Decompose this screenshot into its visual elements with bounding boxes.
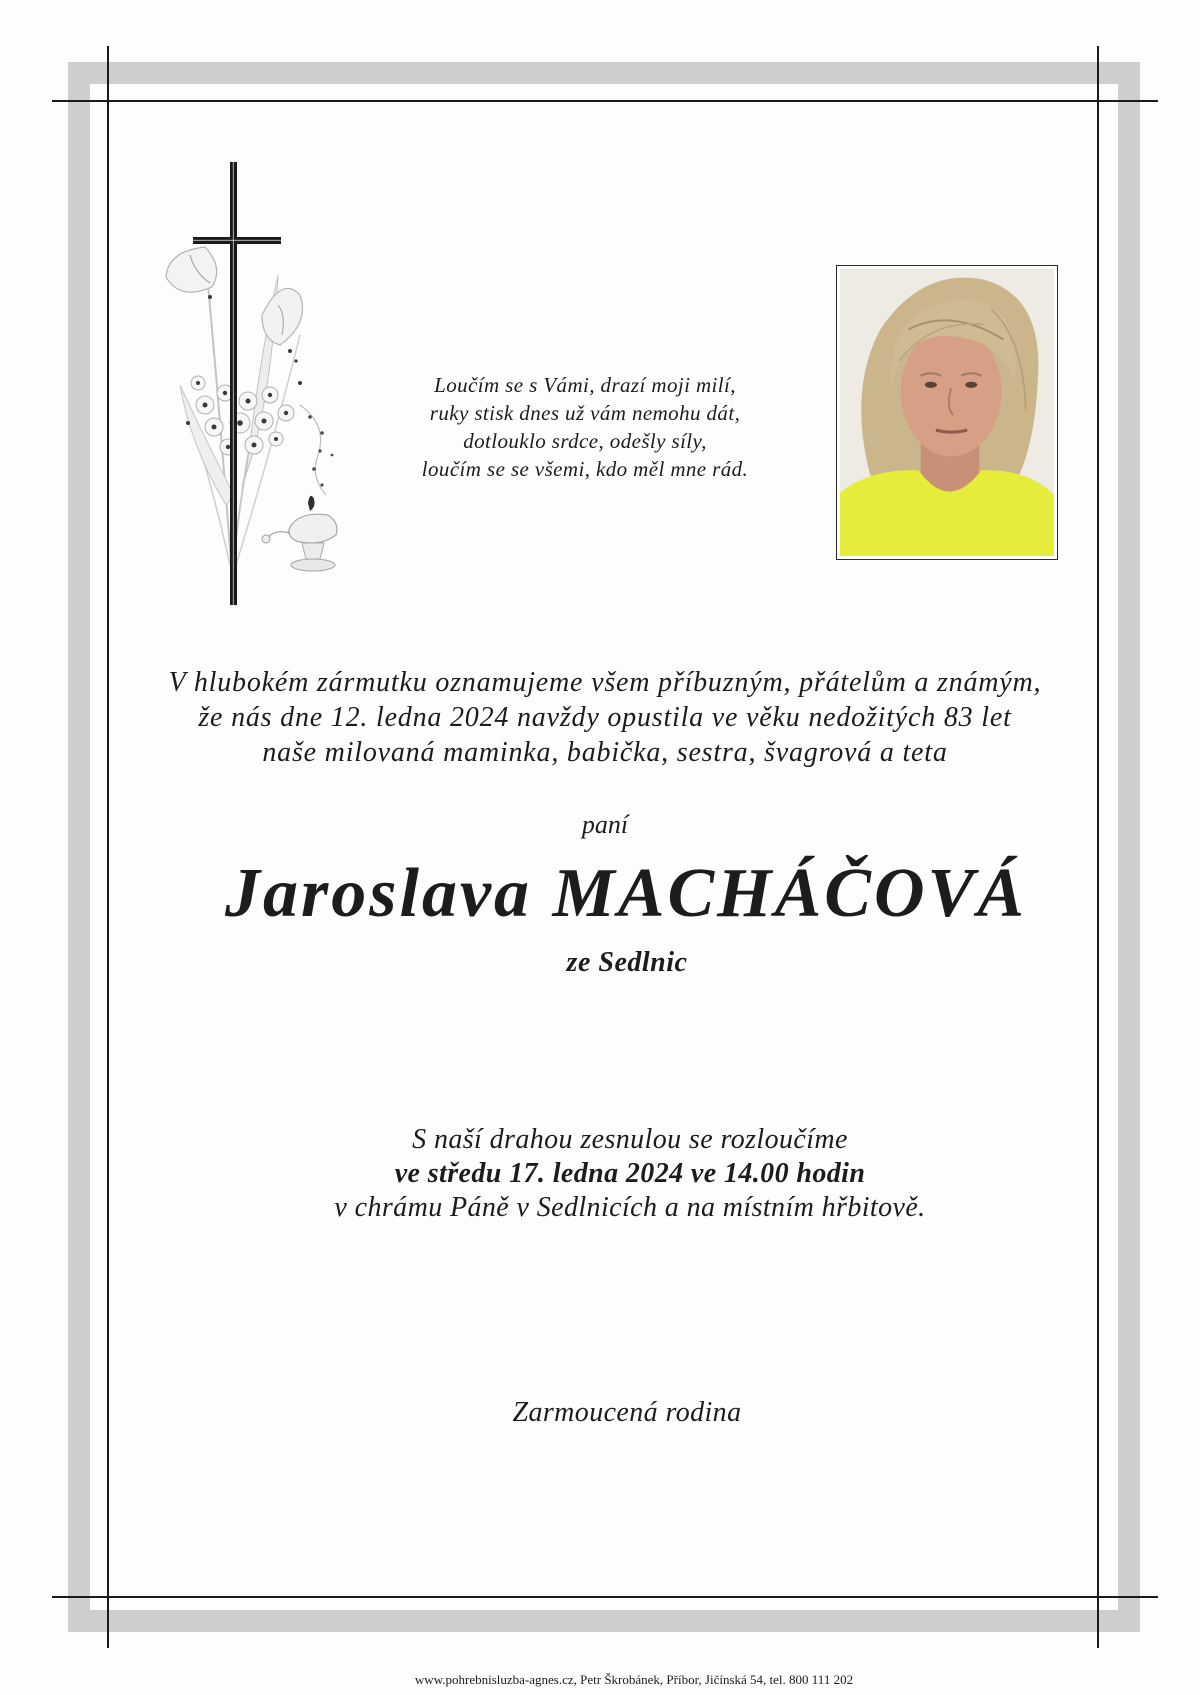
announcement-line: V hlubokém zármutku oznamujeme všem příbuzným, přátelům a známým, [168,667,1042,698]
farewell-place: v chrámu Páně v Sedlnicích a na místním hřbitově. [334,1192,926,1223]
farewell-intro: S naší drahou zesnulou se rozloučíme [412,1124,848,1155]
announcement-line: naše milovaná maminka, babička, sestra, švagrová a teta [262,737,948,768]
bottom-rule [52,1596,1158,1598]
deceased-origin: ze Sedlnic [566,947,688,978]
portrait-photo [836,265,1058,560]
family-signature: Zarmoucená rodina [512,1397,742,1428]
surname: MACHÁČOVÁ [552,855,1027,932]
farewell-details [130,1123,1130,1225]
farewell-poem [385,371,785,483]
left-rule [107,46,109,1648]
farewell-date-time: ve středu 17. ledna 2024 ve 14.00 hodin [394,1158,866,1189]
honorific: paní [581,810,629,839]
poem-line: dotlouklo srdce, odešly síly, [463,429,707,453]
cross-decoration [150,155,380,615]
first-name: Jaroslava [225,855,533,932]
poem-line: Loučím se s Vámi, drazí moji milí, [434,373,736,397]
deceased-name [126,854,1126,934]
top-rule [52,100,1158,102]
announcement-text [105,665,1105,770]
funeral-service-footer: www.pohrebnisluzba-agnes.cz, Petr Škrobánek, Příbor, Jičínská 54, tel. 800 111 202 [414,1672,854,1687]
oil-lamp-icon [262,496,337,571]
poem-line: loučím se se všemi, kdo měl mne rád. [421,457,749,481]
poem-line: ruky stisk dnes už vám nemohu dát, [429,401,741,425]
announcement-line: že nás dne 12. ledna 2024 navždy opustila ve věku nedožitých 83 let [198,702,1012,733]
